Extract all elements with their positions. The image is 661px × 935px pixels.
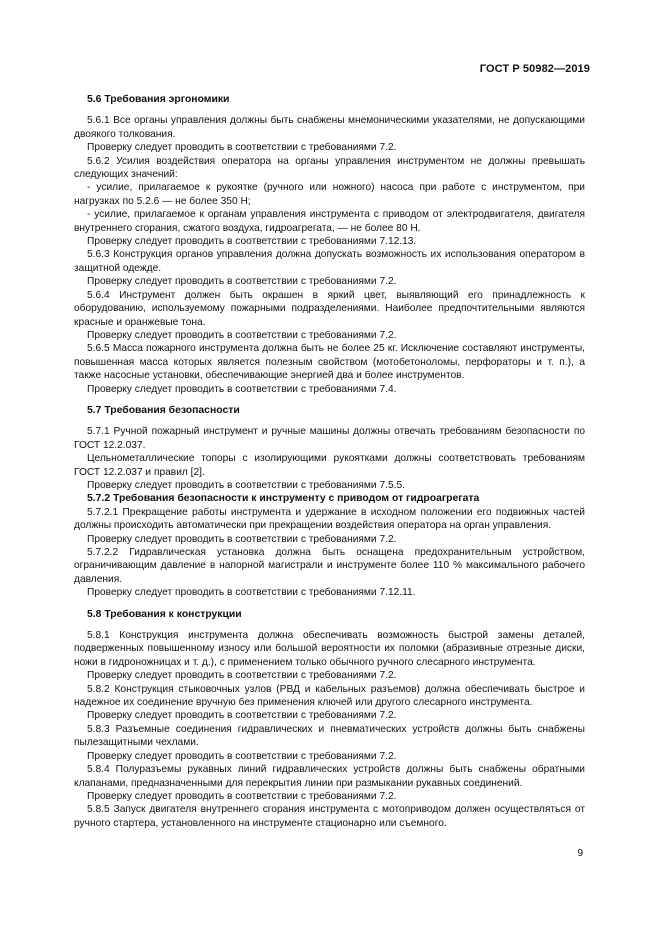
paragraph: Проверку следует проводить в соответствии с требованиями 7.2. [87, 533, 397, 545]
paragraph: Проверку следует проводить в соответствии с требованиями 7.2. [87, 790, 397, 802]
paragraph: 5.6.4 Инструмент должен быть окрашен в яркий цвет, выявляющий его принадлежность к оборудованию, используемому пожарными подразделениями. Наиболее предпочтительными являются красные и оранжевые тона. [74, 289, 585, 328]
document-body [74, 93, 585, 830]
list-item: - усилие, прилагаемое к органам управления инструмента с приводом от электродвигателя, двигателя внутреннего сгорания, сжатого воздуха, гидроагрегата, — не более 80 Н. [74, 209, 585, 234]
section-heading: 5.6 Требования эргономики [87, 94, 230, 105]
paragraph: 5.7.2.1 Прекращение работы инструмента и удержание в исходном положении его подвижных частей должны происходить автоматически при прекращении воздействия оператора на орган управления. [74, 506, 585, 532]
paragraph: Цельнометаллические топоры с изолирующими рукоятками должны соответствовать требованиям ГОСТ 12.2.037 и правил [2]. [74, 453, 585, 478]
paragraph: Проверку следует проводить в соответствии с требованиями 7.4. [87, 383, 397, 395]
subsection-heading: 5.7.2 Требования безопасности к инструменту с приводом от гидроагрегата [87, 493, 480, 505]
page-number: 9 [577, 848, 583, 859]
paragraph: 5.7.1 Ручной пожарный инструмент и ручные машины должны отвечать требованиям безопасности по ГОСТ 12.2.037. [74, 426, 585, 451]
paragraph: Проверку следует проводить в соответствии с требованиями 7.12.11. [87, 587, 416, 599]
document-code: ГОСТ Р 50982—2019 [479, 63, 590, 75]
paragraph: 5.8.5 Запуск двигателя внутреннего сгорания инструмента с мотоприводом должен осуществляться от ручного стартера, установленного на инструменте стационарно или съемного. [74, 804, 585, 829]
paragraph: Проверку следует проводить в соответствии с требованиями 7.5.5. [87, 479, 405, 491]
section-heading: 5.7 Требования безопасности [87, 404, 240, 416]
paragraph: 5.8.4 Полуразъемы рукавных линий гидравлических устройств должны быть снабжены обратными клапанами, предназначенными для перекрытия линии при размыкании рукавных соединений. [74, 764, 585, 789]
paragraph: 5.6.3 Конструкция органов управления должна допускать возможность их использования оператором в защитной одежде. [74, 249, 585, 274]
paragraph: Проверку следует проводить в соответствии с требованиями 7.2. [87, 750, 397, 762]
list-item: - усилие, прилагаемое к рукоятке (ручного или ножного) насоса при работе с инструментом, при нагрузках по 5.2.6 — не более 350 Н; [74, 182, 585, 207]
paragraph: Проверку следует проводить в соответствии с требованиями 7.2. [87, 142, 397, 154]
paragraph: Проверку следует проводить в соответствии с требованиями 7.2. [87, 670, 397, 682]
paragraph: 5.6.5 Масса пожарного инструмента должна быть не более 25 кг. Исключение составляют инструменты, повышенная масса которых является полезным свойством (мотобетоноломы, перфораторы и т. п.), а также насосные установки, обеспечивающие энергией два и более инструментов. [74, 343, 585, 382]
paragraph: 5.6.1 Все органы управления должны быть снабжены мнемоническими указателями, не допускающими двоякого толкования. [74, 115, 585, 140]
paragraph: 5.8.1 Конструкция инструмента должна обеспечивать возможность быстрой замены деталей, подверженных повышенному износу или большой вероятности их поломки (абразивные отрезные диски, ножи в гидроножницах и т. д.), с применением только обычного ручного слесарного инструмента. [74, 630, 585, 668]
paragraph: Проверку следует проводить в соответствии с требованиями 7.2. [87, 276, 397, 288]
section-heading: 5.8 Требования к конструкции [87, 608, 242, 620]
paragraph: 5.7.2.2 Гидравлическая установка должна быть оснащена предохранительным устройством, ограничивающим давление в напорной магистрали и инструменте более 110 % максимального рабочего давления. [74, 547, 585, 585]
paragraph: Проверку следует проводить в соответствии с требованиями 7.2. [87, 710, 397, 722]
paragraph: Проверку следует проводить в соответствии с требованиями 7.12.13. [87, 236, 417, 248]
paragraph: Проверку следует проводить в соответствии с требованиями 7.2. [87, 329, 397, 341]
paragraph: 5.8.2 Конструкция стыковочных узлов (РВД и кабельных разъемов) должна обеспечивать быстрое и надежное их соединение вручную без применения ключей или другого слесарного инструмента. [74, 683, 585, 709]
paragraph: 5.6.2 Усилия воздействия оператора на органы управления инструментом не должны превышать следующих значений: [74, 155, 585, 181]
paragraph: 5.8.3 Разъемные соединения гидравлических и пневматических устройств должны быть снабжены пылезащитными чехлами. [74, 723, 585, 749]
